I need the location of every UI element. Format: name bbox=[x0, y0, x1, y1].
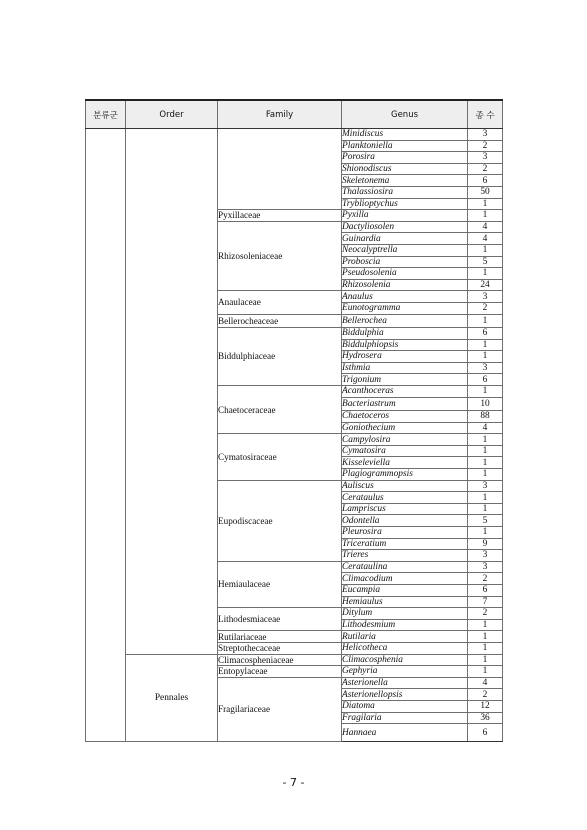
species-count-cell: 1 bbox=[468, 268, 503, 280]
species-count-cell: 1 bbox=[468, 434, 503, 446]
species-count-cell: 5 bbox=[468, 515, 503, 527]
species-count-cell: 3 bbox=[468, 550, 503, 562]
genus-cell: Neocalyptrella bbox=[342, 244, 468, 256]
family-cell: Rhizosoleniaceae bbox=[218, 221, 342, 291]
genus-cell: Asterionella bbox=[342, 677, 468, 689]
genus-cell: Cymatosira bbox=[342, 445, 468, 457]
table-body bbox=[86, 129, 503, 742]
genus-cell: Biddulphiopsis bbox=[342, 339, 468, 351]
genus-cell: Goniothecium bbox=[342, 422, 468, 434]
genus-cell: Eunotogramma bbox=[342, 302, 468, 314]
family-cell: Cymatosiraceae bbox=[218, 434, 342, 480]
genus-cell: Isthmia bbox=[342, 362, 468, 374]
species-count-cell: 10 bbox=[468, 397, 503, 411]
genus-cell: Acanthoceras bbox=[342, 385, 468, 397]
species-count-cell: 24 bbox=[468, 279, 503, 291]
species-count-cell: 2 bbox=[468, 163, 503, 175]
family-cell: Eupodiscaceae bbox=[218, 480, 342, 561]
genus-cell: Thalassiosira bbox=[342, 186, 468, 198]
species-count-cell: 6 bbox=[468, 328, 503, 340]
species-count-cell: 3 bbox=[468, 291, 503, 303]
table-row bbox=[86, 129, 503, 141]
genus-cell: Diatoma bbox=[342, 700, 468, 712]
genus-cell: Lampriscus bbox=[342, 503, 468, 515]
species-count-cell: 1 bbox=[468, 198, 503, 210]
family-cell: Entopylaceae bbox=[218, 666, 342, 678]
genus-cell: Hydrosera bbox=[342, 351, 468, 363]
family-cell: Biddulphiaceae bbox=[218, 328, 342, 386]
species-count-cell: 1 bbox=[468, 492, 503, 504]
genus-cell: Minidiscus bbox=[342, 129, 468, 141]
genus-cell: Kisseleviella bbox=[342, 457, 468, 469]
header-group: 분류군 bbox=[86, 100, 126, 129]
genus-cell: Triceratium bbox=[342, 538, 468, 550]
genus-cell: Auliscus bbox=[342, 480, 468, 492]
genus-cell: Hemiaulus bbox=[342, 596, 468, 608]
genus-cell: Anaulus bbox=[342, 291, 468, 303]
genus-cell: Hannaea bbox=[342, 724, 468, 742]
species-count-cell: 1 bbox=[468, 619, 503, 631]
species-count-cell: 1 bbox=[468, 244, 503, 256]
species-count-cell: 4 bbox=[468, 677, 503, 689]
species-count-cell: 3 bbox=[468, 561, 503, 573]
species-count-cell: 1 bbox=[468, 631, 503, 643]
table-header-row bbox=[86, 100, 503, 129]
header-family: Family bbox=[218, 100, 342, 129]
genus-cell: Climacosphenia bbox=[342, 654, 468, 666]
family-cell: Chaetoceraceae bbox=[218, 385, 342, 433]
genus-cell: Proboscia bbox=[342, 256, 468, 268]
genus-cell: Shionodiscus bbox=[342, 163, 468, 175]
genus-cell: Odontella bbox=[342, 515, 468, 527]
order-cell bbox=[126, 129, 218, 655]
genus-cell: Planktoniella bbox=[342, 140, 468, 152]
genus-cell: Lithodesmium bbox=[342, 619, 468, 631]
genus-cell: Guinardia bbox=[342, 233, 468, 245]
species-count-cell: 1 bbox=[468, 527, 503, 539]
genus-cell: Skeletonema bbox=[342, 175, 468, 187]
page-number: - 7 - bbox=[282, 776, 305, 789]
header-genus: Genus bbox=[342, 100, 468, 129]
order-cell: Pennales bbox=[126, 654, 218, 742]
species-count-cell: 1 bbox=[468, 351, 503, 363]
family-cell: Lithodesmiaceae bbox=[218, 608, 342, 631]
genus-cell: Climacodium bbox=[342, 573, 468, 585]
species-count-cell: 1 bbox=[468, 654, 503, 666]
species-count-cell: 3 bbox=[468, 362, 503, 374]
genus-cell: Eucampia bbox=[342, 584, 468, 596]
genus-cell: Gephyria bbox=[342, 666, 468, 678]
genus-cell: Ditylum bbox=[342, 608, 468, 620]
genus-cell: Pleurosira bbox=[342, 527, 468, 539]
species-count-cell: 3 bbox=[468, 480, 503, 492]
species-count-cell: 4 bbox=[468, 422, 503, 434]
species-count-cell: 4 bbox=[468, 221, 503, 233]
species-count-cell: 3 bbox=[468, 152, 503, 164]
group-cell bbox=[86, 129, 126, 742]
species-count-cell: 2 bbox=[468, 302, 503, 314]
family-cell: Pyxillaceae bbox=[218, 210, 342, 222]
species-count-cell: 88 bbox=[468, 411, 503, 423]
species-count-cell: 1 bbox=[468, 339, 503, 351]
species-count-cell: 6 bbox=[468, 175, 503, 187]
genus-cell: Rutilaria bbox=[342, 631, 468, 643]
species-count-cell: 12 bbox=[468, 700, 503, 712]
table-row bbox=[86, 654, 503, 666]
genus-cell: Trieres bbox=[342, 550, 468, 562]
species-table bbox=[85, 99, 503, 742]
species-count-cell: 1 bbox=[468, 503, 503, 515]
species-count-cell: 1 bbox=[468, 385, 503, 397]
family-cell: Rutilariaceae bbox=[218, 631, 342, 643]
genus-cell: Plagiogrammopsis bbox=[342, 469, 468, 481]
species-count-cell: 6 bbox=[468, 584, 503, 596]
species-count-cell: 2 bbox=[468, 608, 503, 620]
species-count-cell: 9 bbox=[468, 538, 503, 550]
family-cell: Anaulaceae bbox=[218, 291, 342, 314]
species-count-cell: 1 bbox=[468, 210, 503, 222]
family-cell: Bellerocheaceae bbox=[218, 314, 342, 328]
genus-cell: Campylosira bbox=[342, 434, 468, 446]
family-cell: Streptothecaceae bbox=[218, 642, 342, 654]
genus-cell: Helicotheca bbox=[342, 642, 468, 654]
genus-cell: Bellerochea bbox=[342, 314, 468, 328]
species-count-cell: 2 bbox=[468, 573, 503, 585]
family-cell bbox=[218, 129, 342, 210]
genus-cell: Rhizosolenia bbox=[342, 279, 468, 291]
species-count-cell: 5 bbox=[468, 256, 503, 268]
species-count-cell: 6 bbox=[468, 724, 503, 742]
genus-cell: Fragilaria bbox=[342, 712, 468, 724]
species-count-cell: 1 bbox=[468, 642, 503, 654]
genus-cell: Cerataulina bbox=[342, 561, 468, 573]
species-count-cell: 2 bbox=[468, 140, 503, 152]
species-count-cell: 1 bbox=[468, 666, 503, 678]
species-count-cell: 1 bbox=[468, 314, 503, 328]
family-cell: Hemiaulaceae bbox=[218, 561, 342, 607]
species-count-cell: 1 bbox=[468, 469, 503, 481]
species-count-cell: 1 bbox=[468, 445, 503, 457]
genus-cell: Porosira bbox=[342, 152, 468, 164]
genus-cell: Cerataulus bbox=[342, 492, 468, 504]
genus-cell: Biddulphia bbox=[342, 328, 468, 340]
genus-cell: Trigonium bbox=[342, 374, 468, 386]
genus-cell: Bacteriastrum bbox=[342, 397, 468, 411]
species-count-cell: 3 bbox=[468, 129, 503, 141]
family-cell: Fragilariaceae bbox=[218, 677, 342, 741]
species-count-cell: 36 bbox=[468, 712, 503, 724]
species-count-cell: 1 bbox=[468, 457, 503, 469]
genus-cell: Pseudosolenia bbox=[342, 268, 468, 280]
header-species-count: 종 수 bbox=[468, 100, 503, 129]
genus-cell: Asterionellopsis bbox=[342, 689, 468, 701]
genus-cell: Chaetoceros bbox=[342, 411, 468, 423]
genus-cell: Dactyliosolen bbox=[342, 221, 468, 233]
family-cell: Climacospheniaceae bbox=[218, 654, 342, 666]
species-count-cell: 4 bbox=[468, 233, 503, 245]
species-count-cell: 50 bbox=[468, 186, 503, 198]
genus-cell: Pyxilla bbox=[342, 210, 468, 222]
header-order: Order bbox=[126, 100, 218, 129]
species-count-cell: 7 bbox=[468, 596, 503, 608]
species-count-cell: 2 bbox=[468, 689, 503, 701]
genus-cell: Tryblioptychus bbox=[342, 198, 468, 210]
species-count-cell: 6 bbox=[468, 374, 503, 386]
